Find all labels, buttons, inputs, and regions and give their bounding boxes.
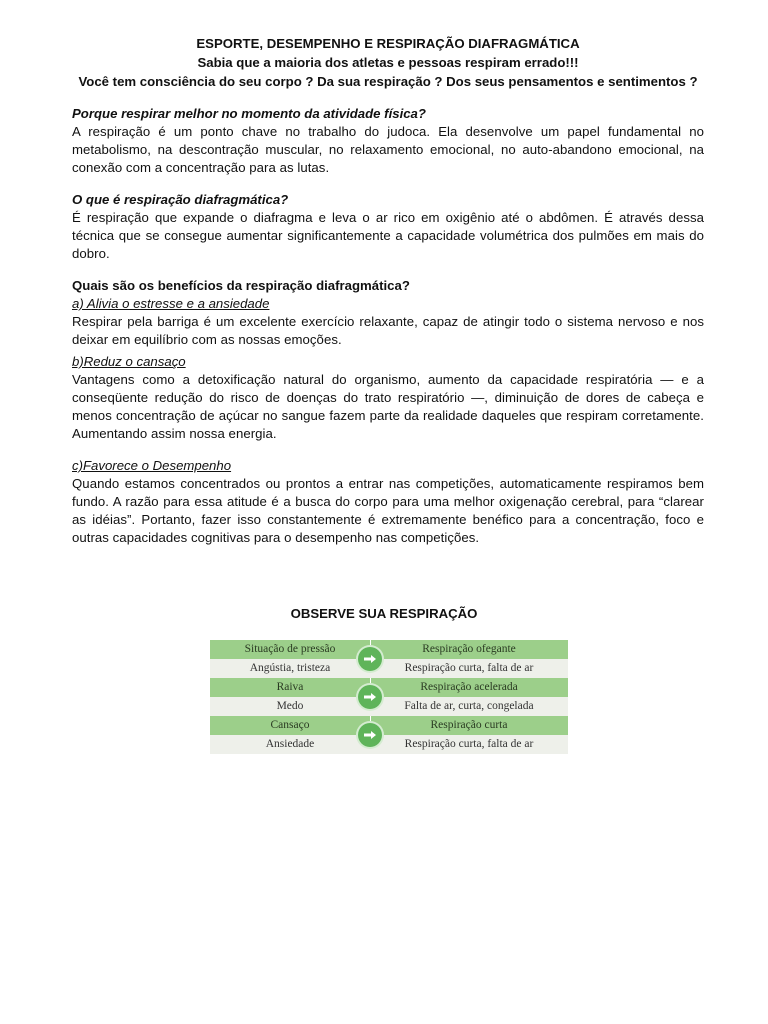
table-row — [210, 659, 568, 678]
table-row — [210, 640, 568, 659]
table-cell-situation: Cansaço — [270, 719, 310, 731]
section-what-heading: O que é respiração diafragmática? — [72, 192, 289, 207]
section-benefits-heading: Quais são os benefícios da respiração diafragmática? — [72, 278, 410, 293]
table-cell-situation: Angústia, tristeza — [249, 662, 331, 674]
benefit-b-body: Vantagens como a detoxificação natural do organismo, aumento da capacidade respiratória — e a conseqüente redução do risco de doenças do trato respiratório —, diminuição de dores de cabeça e menos concentração de açúcar no sangue fazem parte da realidade daqueles que respiram corretamente. Aumentando assim nossa energia. — [72, 372, 704, 441]
table-title: OBSERVE SUA RESPIRAÇÃO — [290, 606, 478, 621]
document-question: Você tem consciência do seu corpo ? Da sua respiração ? Dos seus pensamentos e sentimentos ? — [78, 74, 698, 89]
benefit-c-body: Quando estamos concentrados ou prontos a entrar nas competições, automaticamente respiramos bem fundo. A razão para essa atitude é a busca do corpo para uma melhor oxigenação cerebral, para “clarear as idéias”. Portanto, fazer isso constantemente é extremamente benéfico para a concentração, foco e outras capacidades cognitivas para o desempenho nas competições. — [72, 476, 704, 545]
table-cell-situation: Raiva — [276, 681, 304, 693]
arrow-right-icon — [358, 647, 382, 671]
table-row — [210, 735, 568, 754]
table-row — [210, 697, 568, 716]
section-why-heading: Porque respirar melhor no momento da atividade física? — [72, 106, 426, 121]
table-cell-breathing: Falta de ar, curta, congelada — [404, 700, 534, 712]
table-cell-situation: Situação de pressão — [244, 643, 336, 655]
benefit-c-title: c)Favorece o Desempenho — [72, 458, 232, 473]
benefit-a-title: a) Alivia o estresse e a ansiedade — [72, 296, 270, 311]
table-row — [210, 716, 568, 735]
benefit-a-body: Respirar pela barriga é um excelente exercício relaxante, capaz de atingir todo o sistema nervoso e nos deixar em equilíbrio com as nossas emoções. — [72, 314, 704, 347]
document-title: ESPORTE, DESEMPENHO E RESPIRAÇÃO DIAFRAGMÁTICA — [196, 36, 580, 51]
document-subtitle: Sabia que a maioria dos atletas e pessoas respiram errado!!! — [197, 55, 579, 70]
section-why-body: A respiração é um ponto chave no trabalho do judoca. Ela desenvolve um papel fundamental no metabolismo, na descontração muscular, no relaxamento emocional, no auto-abandono emocional, na conexão com a concentração para as lutas. — [72, 124, 704, 175]
table-cell-breathing: Respiração curta — [430, 719, 508, 731]
arrow-right-icon — [358, 723, 382, 747]
benefit-b-title: b)Reduz o cansaço — [72, 354, 186, 369]
table-cell-situation: Ansiedade — [265, 738, 315, 750]
table-row — [210, 678, 568, 697]
table-cell-breathing: Respiração curta, falta de ar — [404, 662, 534, 674]
document-page — [72, 34, 704, 547]
table-cell-breathing: Respiração acelerada — [420, 681, 518, 693]
table-cell-breathing: Respiração ofegante — [422, 643, 516, 655]
section-what-body: É respiração que expande o diafragma e leva o ar rico em oxigênio até o abdômen. É através dessa técnica que se consegue aumentar significantemente a capacidade volumétrica dos pulmões em mais do dobro. — [72, 210, 704, 261]
breathing-table — [210, 640, 568, 754]
table-cell-breathing: Respiração curta, falta de ar — [404, 738, 534, 750]
table-cell-situation: Medo — [276, 700, 304, 712]
arrow-right-icon — [358, 685, 382, 709]
